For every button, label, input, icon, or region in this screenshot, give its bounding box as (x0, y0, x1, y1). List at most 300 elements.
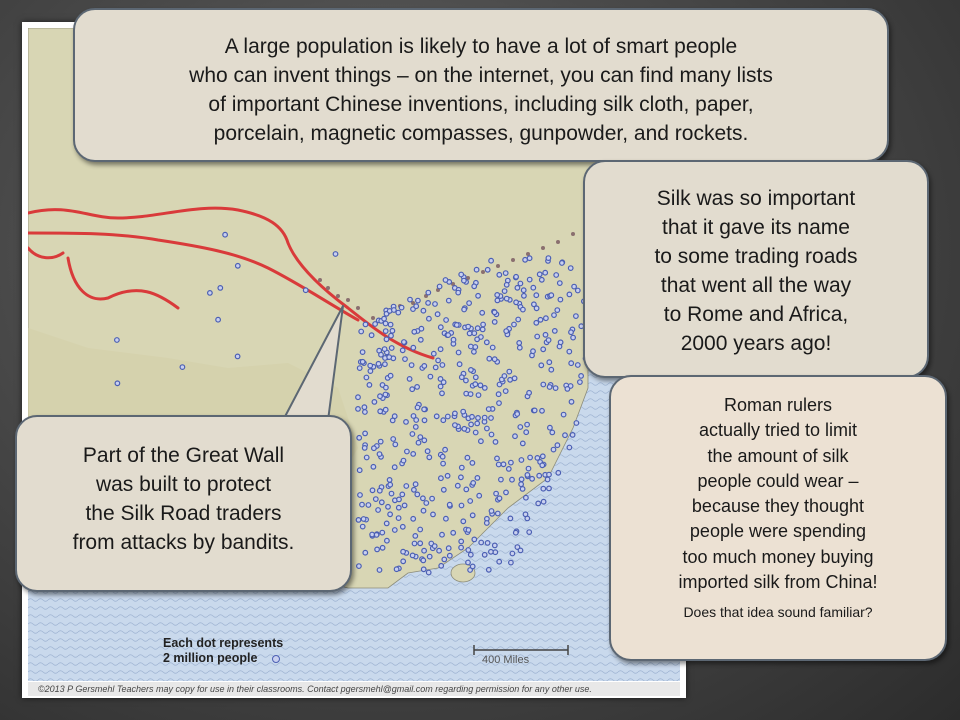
population-dot (383, 329, 388, 334)
population-dot (396, 310, 401, 315)
population-dot (468, 499, 473, 504)
population-dot (441, 418, 446, 423)
population-dot (551, 447, 556, 452)
population-dot (495, 456, 500, 461)
population-dot (444, 318, 449, 323)
population-dot (115, 381, 120, 386)
population-dot (485, 541, 490, 546)
population-dot (553, 329, 558, 334)
population-dot (518, 425, 523, 430)
population-dot (380, 500, 385, 505)
population-dot (415, 405, 420, 410)
legend-line-1: Each dot represents (163, 636, 284, 650)
population-dot (574, 314, 579, 319)
population-dot (527, 391, 532, 396)
population-dot (519, 477, 524, 482)
population-dot (541, 454, 546, 459)
population-dot (572, 284, 577, 289)
population-dot (456, 350, 461, 355)
population-dot (446, 546, 451, 551)
population-dot (574, 421, 579, 426)
population-dot (459, 545, 464, 550)
population-dot (456, 483, 461, 488)
population-dot (451, 337, 456, 342)
population-dot (383, 362, 388, 367)
population-dot (363, 410, 368, 415)
population-dot (443, 447, 448, 452)
population-dot (437, 548, 442, 553)
population-dot (407, 377, 412, 382)
population-dot (432, 351, 437, 356)
population-dot (497, 273, 502, 278)
population-dot (476, 393, 481, 398)
population-dot (362, 446, 367, 451)
population-dot (405, 449, 410, 454)
population-dot (408, 297, 413, 302)
population-dot (479, 439, 484, 444)
roman-line-4: people could wear – (697, 470, 859, 491)
population-dot (439, 564, 444, 569)
population-dot (440, 532, 445, 537)
population-dot (479, 540, 484, 545)
population-dot (507, 467, 512, 472)
population-dot (411, 345, 416, 350)
population-dot (356, 407, 361, 412)
population-dot (504, 490, 509, 495)
population-dot (485, 340, 490, 345)
population-dot (563, 433, 568, 438)
population-dot (504, 329, 509, 334)
population-dot (415, 492, 420, 497)
population-dot (514, 300, 519, 305)
population-dot (363, 322, 368, 327)
population-dot (487, 568, 492, 573)
population-dot (550, 430, 555, 435)
population-dot (508, 516, 513, 521)
population-dot (514, 275, 519, 280)
population-dot (366, 503, 371, 508)
population-dot (374, 497, 379, 502)
population-dot (493, 543, 498, 548)
population-dot (487, 356, 492, 361)
roman-line-8: imported silk from China! (678, 572, 878, 593)
population-dot (483, 386, 488, 391)
population-dot (421, 508, 426, 513)
population-dot (561, 412, 566, 417)
population-dot (369, 333, 374, 338)
population-dot (376, 362, 381, 367)
population-dot (477, 493, 482, 498)
population-dot (461, 519, 466, 524)
population-dot (397, 505, 402, 510)
population-dot (482, 415, 487, 420)
population-dot (440, 363, 445, 368)
population-dot (472, 284, 477, 289)
population-dot (412, 488, 417, 493)
population-dot (541, 347, 546, 352)
population-dot (412, 541, 417, 546)
population-dot (466, 548, 471, 553)
population-dot (390, 329, 395, 334)
inventions-line-1: A large population is likely to have a lot of smart people (224, 35, 738, 58)
population-dot (549, 367, 554, 372)
population-dot (115, 338, 120, 343)
population-dot (567, 445, 572, 450)
population-dot (208, 291, 213, 296)
population-dot (489, 416, 494, 421)
great-wall-line-2: was built to protect (95, 473, 272, 496)
population-dot (446, 333, 451, 338)
copyright-credit: ©2013 P Gersmehl Teachers may copy for use in their classrooms. Contact pgersmehl@gmail.com regarding permission for any other use. (28, 682, 680, 696)
inventions-callout (73, 8, 889, 162)
population-dot (388, 373, 393, 378)
population-dot (535, 334, 540, 339)
population-dot (535, 456, 540, 461)
population-dot (524, 430, 529, 435)
population-dot (391, 437, 396, 442)
population-dot (411, 452, 416, 457)
population-dot (466, 560, 471, 565)
population-dot (413, 534, 418, 539)
population-dot (409, 363, 414, 368)
population-dot (383, 321, 388, 326)
population-dot (497, 401, 502, 406)
population-dot (421, 496, 426, 501)
population-dot (392, 465, 397, 470)
population-dot (531, 349, 536, 354)
population-dot (578, 380, 583, 385)
population-dot (442, 557, 447, 562)
population-dot (502, 374, 507, 379)
population-dot (439, 325, 444, 330)
population-dot (361, 517, 366, 522)
population-dot (303, 288, 308, 293)
population-dot (459, 272, 464, 277)
population-dot (453, 423, 458, 428)
population-dot (358, 493, 363, 498)
population-dot (555, 443, 560, 448)
population-dot (515, 412, 520, 417)
population-dot (368, 369, 373, 374)
population-dot (546, 256, 551, 261)
population-dot (426, 301, 431, 306)
population-dot (469, 552, 474, 557)
population-dot (476, 294, 481, 299)
population-dot (470, 513, 475, 518)
population-dot (486, 407, 491, 412)
population-dot (496, 462, 501, 467)
population-dot (413, 482, 418, 487)
population-dot (383, 392, 388, 397)
population-dot (534, 306, 539, 311)
great-wall-bubble-tail (265, 300, 355, 430)
population-dot (495, 298, 500, 303)
population-dot (439, 476, 444, 481)
population-dot (410, 553, 415, 558)
roman-line-2: actually tried to limit (698, 420, 858, 441)
population-dot (494, 491, 499, 496)
map-legend (163, 636, 283, 666)
silk-road-callout (583, 160, 929, 378)
population-dot (512, 322, 517, 327)
population-dot (418, 541, 423, 546)
population-dot (553, 386, 558, 391)
population-dot (389, 346, 394, 351)
population-dot (403, 357, 408, 362)
great-wall-callout (15, 415, 352, 592)
population-dot (427, 316, 432, 321)
population-dot (401, 549, 406, 554)
population-dot (508, 378, 513, 383)
population-dot (378, 488, 383, 493)
population-dot (362, 405, 367, 410)
population-dot (414, 425, 419, 430)
population-dot (470, 415, 475, 420)
population-dot (446, 414, 451, 419)
population-dot (438, 377, 443, 382)
population-dot (520, 487, 525, 492)
population-dot (404, 420, 409, 425)
population-dot (448, 553, 453, 558)
population-dot (402, 503, 407, 508)
population-dot (547, 360, 552, 365)
population-dot (459, 475, 464, 480)
population-dot (427, 455, 432, 460)
great-wall-line-3: the Silk Road traders (85, 502, 282, 525)
population-dot (438, 384, 443, 389)
population-dot (376, 508, 381, 513)
population-dot (421, 308, 426, 313)
population-dot (359, 329, 364, 334)
population-dot (531, 285, 536, 290)
population-dot (389, 491, 394, 496)
population-dot (235, 354, 240, 359)
population-dot (396, 516, 401, 521)
population-dot (430, 496, 435, 501)
population-dot (378, 439, 383, 444)
population-dot (569, 361, 574, 366)
population-dot (517, 341, 522, 346)
population-dot (469, 368, 474, 373)
population-dot (375, 547, 380, 552)
population-dot (470, 461, 475, 466)
population-dot (514, 530, 519, 535)
population-dot (401, 525, 406, 530)
population-dot (393, 528, 398, 533)
population-dot (216, 317, 221, 322)
population-dot (530, 477, 535, 482)
population-dot (471, 481, 476, 486)
population-dot (474, 267, 479, 272)
population-dot (534, 293, 539, 298)
population-dot (434, 414, 439, 419)
population-dot (558, 297, 563, 302)
population-dot (570, 433, 575, 438)
silk-road-line-4: that went all the way (660, 274, 852, 297)
roman-line-1: Roman rulers (723, 395, 833, 415)
population-dot (538, 318, 543, 323)
population-dot (552, 313, 557, 318)
silk-road-line-1: Silk was so important (656, 187, 856, 210)
population-dot (489, 258, 494, 263)
population-dot (547, 472, 552, 477)
population-dot (410, 387, 415, 392)
population-dot (567, 349, 572, 354)
population-dot (469, 422, 474, 427)
population-dot (496, 511, 501, 516)
population-dot (401, 559, 406, 564)
population-dot (400, 492, 405, 497)
population-dot (519, 458, 524, 463)
population-dot (555, 308, 560, 313)
population-dot (527, 530, 532, 535)
population-dot (464, 487, 469, 492)
population-dot (455, 323, 460, 328)
population-dot (442, 488, 447, 493)
population-dot (519, 482, 524, 487)
population-dot (497, 496, 502, 501)
inventions-line-4: porcelain, magnetic compasses, gunpowder, and rockets. (213, 122, 749, 145)
population-dot (502, 289, 507, 294)
population-dot (492, 320, 497, 325)
population-dot (468, 392, 473, 397)
population-dot (437, 284, 442, 289)
population-dot (426, 570, 431, 575)
population-dot (576, 288, 581, 293)
population-dot (388, 512, 393, 517)
population-dot (489, 432, 494, 437)
population-dot (547, 385, 552, 390)
population-dot (459, 503, 464, 508)
population-dot (415, 385, 420, 390)
population-dot (389, 333, 394, 338)
population-dot (466, 528, 471, 533)
population-dot (536, 501, 541, 506)
inventions-line-2: who can invent things – on the internet, you can find many lists (189, 64, 773, 87)
population-dot (440, 454, 445, 459)
population-dot (386, 505, 391, 510)
population-dot (457, 362, 462, 367)
population-dot (461, 409, 466, 414)
population-dot (464, 378, 469, 383)
population-dot (537, 272, 542, 277)
population-dot (523, 512, 528, 517)
population-dot (378, 394, 383, 399)
population-dot (527, 256, 532, 261)
population-dot (515, 286, 520, 291)
population-dot (360, 524, 365, 529)
population-dot (545, 477, 550, 482)
population-dot (372, 446, 377, 451)
population-dot (356, 395, 361, 400)
population-dot (467, 331, 472, 336)
population-dot (518, 548, 523, 553)
population-dot (218, 286, 223, 291)
population-dot (569, 400, 574, 405)
population-dot (478, 383, 483, 388)
population-dot (427, 554, 432, 559)
population-dot (462, 427, 467, 432)
population-dot (475, 476, 480, 481)
population-dot (422, 548, 427, 553)
population-dot (485, 426, 490, 431)
population-dot (443, 278, 448, 283)
roman-line-5: because they thought (691, 496, 865, 517)
population-dot (451, 531, 456, 536)
population-dot (447, 298, 452, 303)
population-dot (492, 310, 497, 315)
population-dot (384, 385, 389, 390)
population-dot (558, 340, 563, 345)
population-dot (473, 345, 478, 350)
population-dot (493, 440, 498, 445)
population-dot (543, 333, 548, 338)
population-dot (371, 465, 376, 470)
population-dot (382, 316, 387, 321)
population-dot (549, 293, 554, 298)
population-dot (377, 568, 382, 573)
population-dot (497, 559, 502, 564)
population-dot (541, 499, 546, 504)
population-dot (390, 418, 395, 423)
population-dot (540, 278, 545, 283)
population-dot (372, 400, 377, 405)
population-dot (410, 432, 415, 437)
population-dot (503, 389, 508, 394)
population-dot (481, 322, 486, 327)
population-dot (532, 408, 537, 413)
population-dot (556, 471, 561, 476)
population-dot (364, 375, 369, 380)
population-dot (357, 564, 362, 569)
population-dot (367, 383, 372, 388)
population-dot (363, 550, 368, 555)
population-dot (548, 425, 553, 430)
population-dot (465, 455, 470, 460)
population-dot (569, 330, 574, 335)
population-dot (433, 302, 438, 307)
population-dot (469, 344, 474, 349)
population-dot (401, 458, 406, 463)
population-dot (462, 307, 467, 312)
population-dot (384, 337, 389, 342)
population-dot (509, 560, 514, 565)
legend-line-2: 2 million people (163, 651, 258, 665)
population-dot (360, 360, 365, 365)
population-dot (445, 474, 450, 479)
population-dot (539, 363, 544, 368)
population-dot (435, 312, 440, 317)
population-dot (418, 527, 423, 532)
population-dot (504, 283, 509, 288)
population-dot (576, 363, 581, 368)
population-dot (180, 365, 185, 370)
population-dot (560, 261, 565, 266)
population-dot (462, 278, 467, 283)
population-dot (546, 338, 551, 343)
population-dot (509, 460, 514, 465)
population-dot (441, 461, 446, 466)
population-dot (558, 281, 563, 286)
population-dot (540, 463, 545, 468)
population-dot (541, 486, 546, 491)
population-dot (525, 473, 530, 478)
population-dot (567, 292, 572, 297)
population-dot (470, 564, 475, 569)
population-dot (453, 411, 458, 416)
population-dot (394, 567, 399, 572)
population-dot (565, 387, 570, 392)
